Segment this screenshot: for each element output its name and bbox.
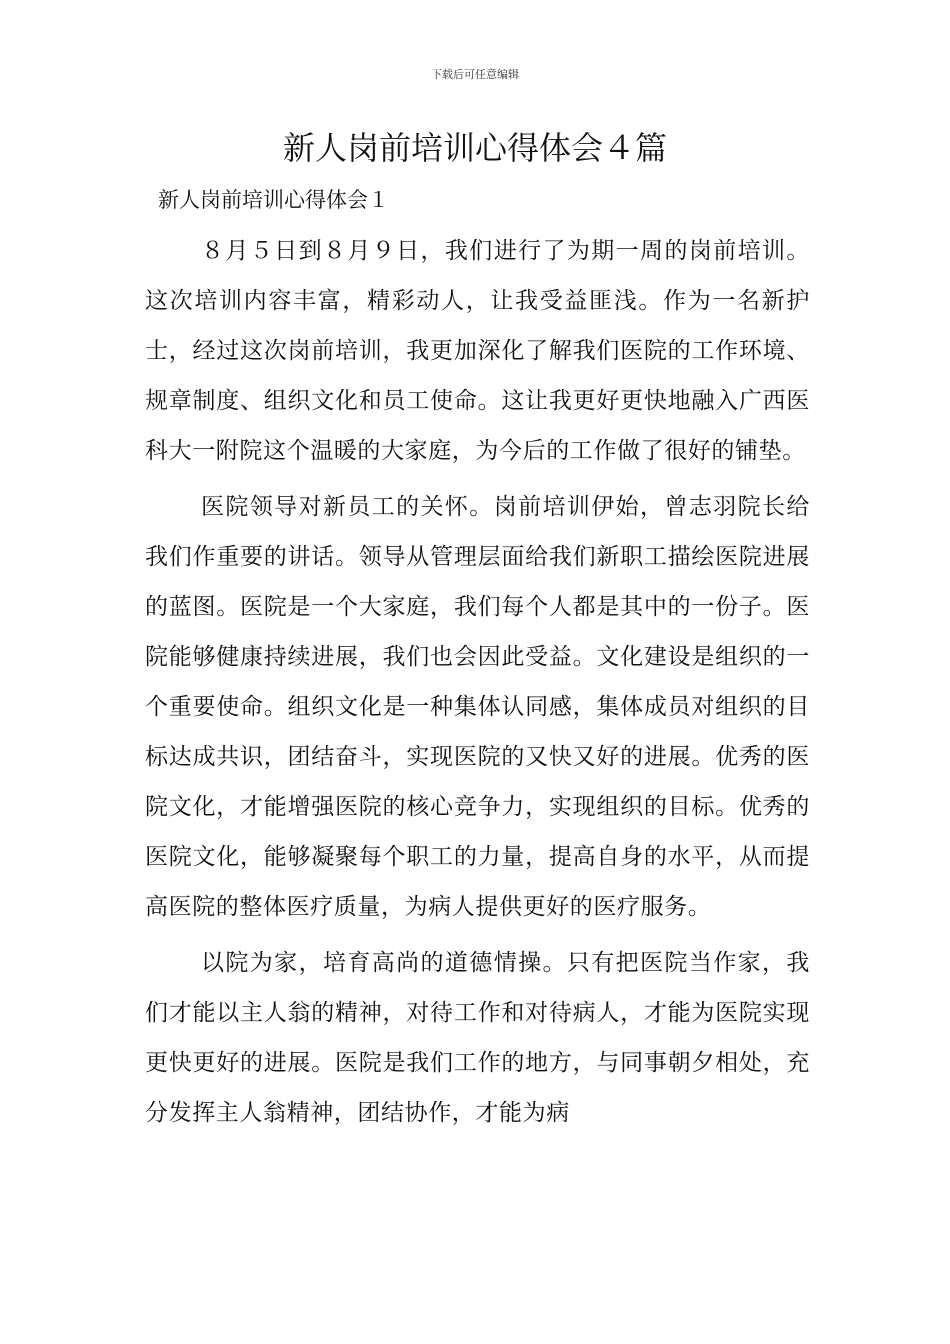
document-title: 新人岗前培训心得体会４篇 — [282, 129, 667, 167]
section-subtitle: 新人岗前培训心得体会１ — [158, 188, 389, 212]
header-note: 下载后可任意编辑 — [431, 68, 519, 81]
paragraph: ８月５日到８月９日，我们进行了为期一周的岗前培训。这次培训内容丰富，精彩动人，让我受益匪浅。作为一名新护士，经过这次岗前培训，我更加深化了解我们医院的工作环境、规章制度、组织文化和员工使命。这让我更好更快地融入广西医科大一附院这个温暖的大家庭，为今后的工作做了很好的铺垫。 — [145, 238, 810, 464]
body-text — [145, 226, 810, 1144]
paragraph: 以院为家，培育高尚的道德情操。只有把医院当作家，我们才能以主人翁的精神，对待工作和对待病人，才能为医院实现更快更好的进展。医院是我们工作的地方，与同事朝夕相处，充分发挥主人翁精神，团结协作，才能为病 — [145, 950, 810, 1126]
paragraph: 医院领导对新员工的关怀。岗前培训伊始，曾志羽院长给我们作重要的讲话。领导从管理层面给我们新职工描绘医院进展的蓝图。医院是一个大家庭，我们每个人都是其中的一份子。医院能够健康持续进展，我们也会因此受益。文化建设是组织的一个重要使命。组织文化是一种集体认同感，集体成员对组织的目标达成共识，团结奋斗，实现医院的又快又好的进展。优秀的医院文化，才能增强医院的核心竞争力，实现组织的目标。优秀的医院文化，能够凝聚每个职工的力量，提高自身的水平，从而提高医院的整体医疗质量，为病人提供更好的医疗服务。 — [145, 494, 810, 920]
